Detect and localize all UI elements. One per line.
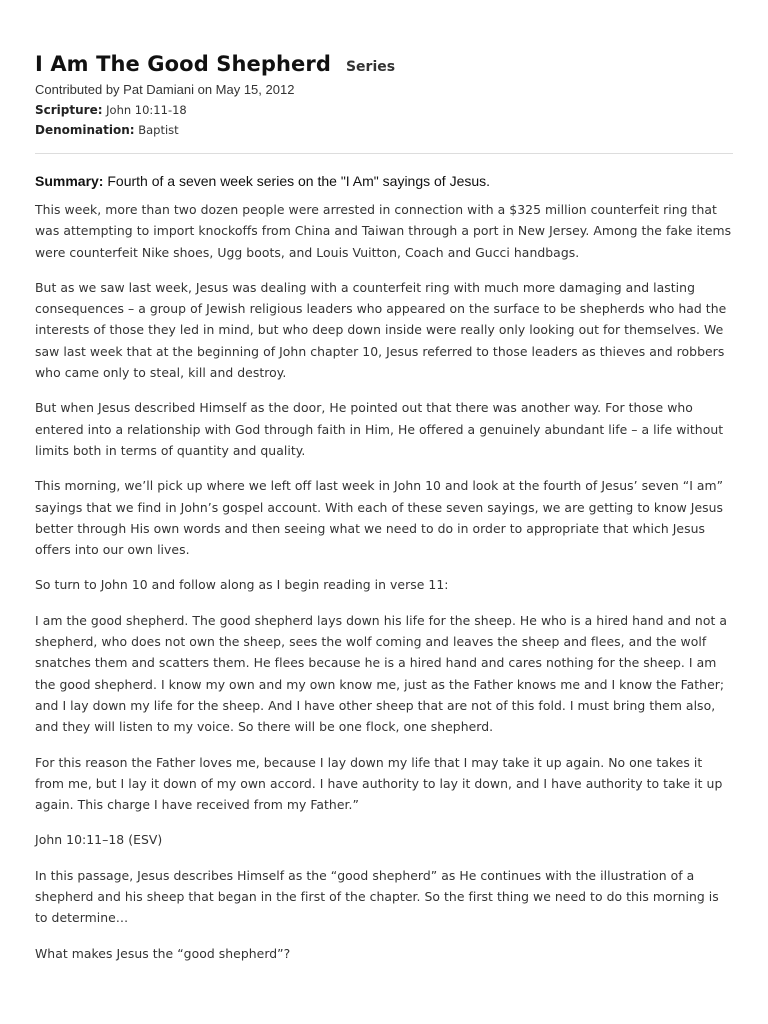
- header-divider: [35, 153, 733, 154]
- denomination-label: Denomination:: [35, 123, 135, 137]
- paragraph: But as we saw last week, Jesus was dealing with a counterfeit ring with much more damaging and lasting consequences – a group of Jewish religious leaders who appeared on the surface to be shepherds who had the interests of those they led in mind, but who deep down inside were really only looking out for themselves. We saw last week that at the beginning of John chapter 10, Jesus referred to those leaders as thieves and robbers who came only to steal, kill and destroy.: [35, 279, 727, 381]
- scripture-line: [35, 100, 735, 120]
- scripture-value: John 10:11-18: [106, 103, 187, 117]
- section-question: What makes Jesus the “good shepherd”?: [35, 945, 291, 961]
- sermon-document: [35, 52, 735, 964]
- paragraph: This week, more than two dozen people were arrested in connection with a $325 million counterfeit ring that was attempting to import knockoffs from China and Taiwan through a port in New Jersey. Among the fake items were counterfeit Nike shoes, Ugg boots, and Louis Vuitton, Coach and Gucci handbags.: [35, 202, 732, 260]
- series-label: Series: [345, 59, 396, 75]
- page-title: I Am The Good Shepherd: [35, 52, 331, 76]
- paragraph: In this passage, Jesus describes Himself as the “good shepherd” as He continues with the illustration of a shepherd and his sheep that began in the first of the chapter. So the first thing we need to do this morning is to determine…: [35, 867, 719, 926]
- scripture-citation: John 10:11–18 (ESV): [35, 832, 163, 848]
- paragraph: But when Jesus described Himself as the door, He pointed out that there was another way. For those who entered into a relationship with God through faith in Him, He offered a genuinely abundant life – a life without limits both in terms of quantity and quality.: [35, 400, 724, 458]
- scripture-quote: For this reason the Father loves me, because I lay down my life that I may take it up again. No one takes it from me, but I lay it down of my own accord. I have authority to lay it down, and I have authority to take it up again. This charge I have received from my Father.”: [35, 754, 723, 813]
- scripture-quote: I am the good shepherd. The good shepherd lays down his life for the sheep. He who is a hired hand and not a shepherd, who does not own the sheep, sees the wolf coming and leaves the sheep and flees, and the wolf snatches them and scatters them. He flees because he is a hired hand and cares nothing for the sheep. I am the good shepherd. I know my own and my own know me, just as the Father knows me and I know the Father; and I lay down my life for the sheep. And I have other sheep that are not of this fold. I must bring them also, and they will listen to my voice. So there will be one flock, one shepherd.: [35, 612, 728, 735]
- title-row: [35, 52, 735, 76]
- paragraph: This morning, we’ll pick up where we left off last week in John 10 and look at the fourth of Jesus’ seven “I am” sayings that we find in John’s gospel account. With each of these seven sayings, we are getting to know Jesus better through His own words and then seeing what we need to do in order to appropriate that which Jesus offers into our own lives.: [35, 478, 724, 558]
- summary-text: Fourth of a seven week series on the "I Am" sayings of Jesus.: [107, 173, 491, 189]
- paragraph: So turn to John 10 and follow along as I begin reading in verse 11:: [35, 577, 449, 593]
- summary: [35, 171, 735, 191]
- summary-label: Summary:: [35, 173, 104, 189]
- contributor-line: Contributed by Pat Damiani on May 15, 2012: [35, 82, 295, 97]
- denomination-value: Baptist: [138, 123, 179, 137]
- scripture-label: Scripture:: [35, 103, 103, 117]
- denomination-line: [35, 120, 735, 140]
